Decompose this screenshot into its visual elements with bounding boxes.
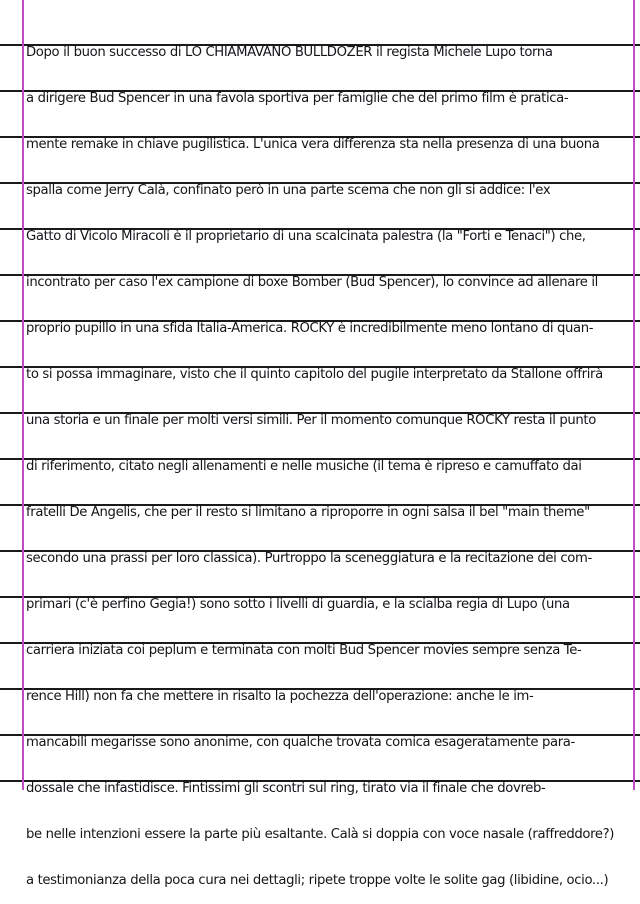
text-line: incontrato per caso l'ex campione di boxe Bomber (Bud Spencer), lo convince ad allenare il: [26, 275, 598, 290]
text-line: di riferimento, citato negli allenamenti e nelle musiche (il tema è ripreso e camuffato dai: [26, 459, 582, 474]
text-line: Dopo il buon successo di LO CHIAMAVANO BULLDOZER il regista Michele Lupo torna: [26, 45, 553, 60]
text-line: be nelle intenzioni essere la parte più esaltante. Calà si doppia con voce nasale (raffreddore?): [26, 827, 615, 842]
text-line: secondo una prassi per loro classica). Purtroppo la sceneggiatura e la recitazione dei com-: [26, 551, 592, 566]
text-line: una storia e un finale per molti versi simili. Per il momento comunque ROCKY resta il punto: [26, 413, 596, 428]
text-line: a testimonianza della poca cura nei dettagli; ripete troppe volte le solite gag (libidine, ocio...): [26, 873, 609, 888]
text-line: spalla come Jerry Calà, confinato però in una parte scema che non gli si addice: l'ex: [26, 183, 551, 198]
text-line: fratelli De Angelis, che per il resto si limitano a riproporre in ogni salsa il bel "main theme": [26, 505, 590, 520]
text-line: Gatto di Vicolo Miracoli è il proprietario di una scalcinata palestra (la "Forti e Tenaci") che,: [26, 229, 586, 244]
text-line: a dirigere Bud Spencer in una favola sportiva per famiglie che del primo film è pratica-: [26, 91, 569, 106]
text-line: rence Hill) non fa che mettere in risalto la pochezza dell'operazione: anche le im-: [26, 689, 534, 704]
text-line: mancabili megarisse sono anonime, con qualche trovata comica esageratamente para-: [26, 735, 575, 750]
text-line: to si possa immaginare, visto che il quinto capitolo del pugile interpretato da Stallone offrirà: [26, 367, 603, 382]
text-line: primari (c'è perfino Gegia!) sono sotto i livelli di guardia, e la scialba regia di Lupo (una: [26, 597, 570, 612]
text-line: carriera iniziata coi peplum e terminata con molti Bud Spencer movies sempre senza Te-: [26, 643, 582, 658]
text-line: proprio pupillo in una sfida Italia-America. ROCKY è incredibilmente meno lontano di quan-: [26, 321, 594, 336]
text-line: dossale che infastidisce. Fintissimi gli scontri sul ring, tirato via il finale che dovreb-: [26, 781, 546, 796]
left-margin-line: [22, 0, 24, 790]
handwritten-text: [26, 0, 636, 895]
text-line: mente remake in chiave pugilistica. L'unica vera differenza sta nella presenza di una buona: [26, 137, 600, 152]
